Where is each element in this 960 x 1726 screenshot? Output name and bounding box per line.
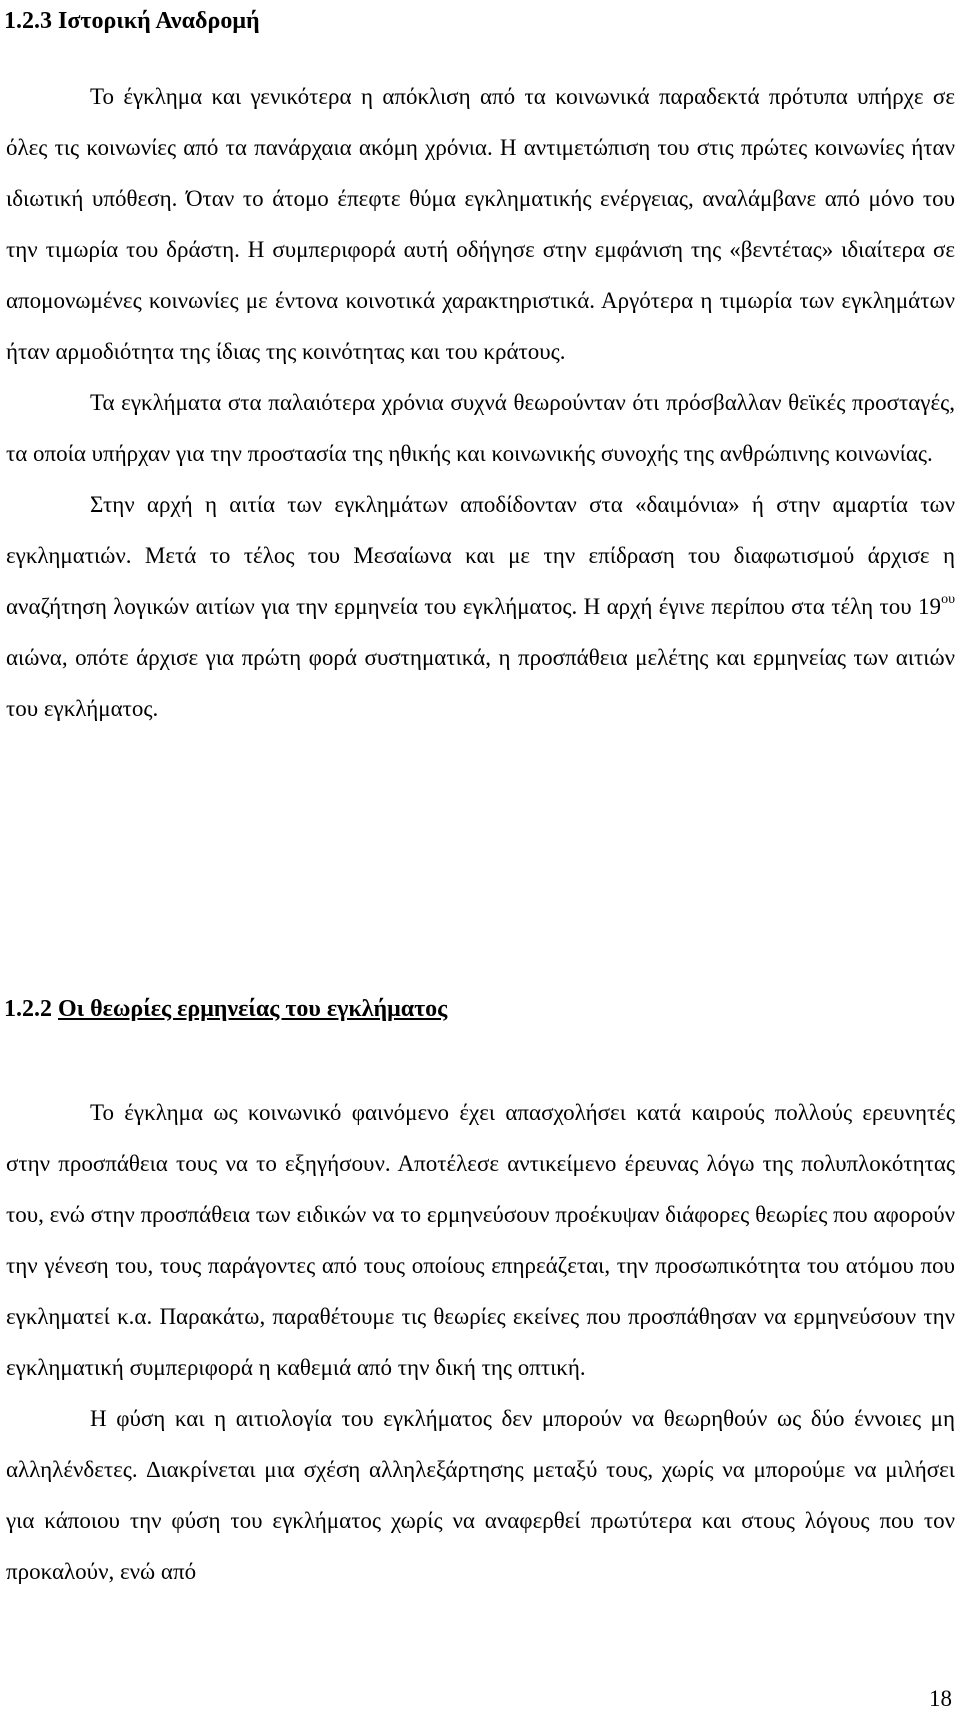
page-number: 18 <box>929 1686 952 1711</box>
section-body <box>6 71 955 734</box>
section-number: 1.2.3 <box>4 8 52 34</box>
paragraph <box>6 479 955 734</box>
paragraph: Το έγκλημα και γενικότερα η απόκλιση από τα κοινωνικά παραδεκτά πρότυπα υπήρχε σε όλες τις κοινωνίες από τα πανάρχαια ακόμη χρόνια. Η αντιμετώπιση του στις πρώτες κοινωνίες ήταν ιδιωτική υπόθεση. Όταν το άτομο έπεφτε θύμα εγκληματικής ενέργειας, αναλάμβανε από μόνο του την τιμωρία του δράστη. Η συμπεριφορά αυτή οδήγησε στην εμφάνιση της «βεντέτας» ιδιαίτερα σε απομονωμένες κοινωνίες με έντονα κοινοτικά χαρακτηριστικά. Αργότερα η τιμωρία των εγκλημάτων ήταν αρμοδιότητα της ίδιας της κοινότητας και του κράτους. <box>6 84 955 364</box>
section-heading <box>4 994 447 1024</box>
superscript: ου <box>941 592 955 608</box>
paragraph: Η φύση και η αιτιολογία του εγκλήματος δεν μπορούν να θεωρηθούν ως δύο έννοιες μη αλληλένδετες. ∆ιακρίνεται μια σχέση αλληλεξάρτησης μεταξύ τους, χωρίς να μπορούμε να μιλήσει για κάποιου την φύση του εγκλήματος χωρίς να αναφερθεί πρωτύτερα και στους λόγους που τον προκαλούν, ενώ από <box>6 1406 955 1584</box>
section-heading <box>4 6 260 36</box>
section-body <box>6 1087 955 1597</box>
section-title: Οι θεωρίες ερμηνείας του εγκλήματος <box>58 996 448 1022</box>
paragraph-text: Στην αρχή η αιτία των εγκλημάτων αποδίδονταν στα «δαιμόνια» ή στην αμαρτία των εγκληματιών. Μετά το τέλος του Μεσαίωνα και με την επίδραση του διαφωτισμού άρχισε η αναζήτηση λογικών αιτίων για την ερμηνεία του εγκλήματος. Η αρχή έγινε περίπου στα τέλη του 19 <box>6 492 955 619</box>
paragraph: Τα εγκλήματα στα παλαιότερα χρόνια συχνά θεωρούνταν ότι πρόσβαλλαν θεϊκές προσταγές, τα οποία υπήρχαν για την προστασία της ηθικής και κοινωνικής συνοχής της ανθρώπινης κοινωνίας. <box>6 390 955 466</box>
section-title: Ιστορική Αναδρομή <box>58 8 260 34</box>
paragraph-text: αιώνα, οπότε άρχισε για πρώτη φορά συστηματικά, η προσπάθεια μελέτης και ερμηνείας των αιτιών του εγκλήματος. <box>6 645 955 721</box>
paragraph: Το έγκλημα ως κοινωνικό φαινόμενο έχει απασχολήσει κατά καιρούς πολλούς ερευνητές στην προσπάθεια τους να το εξηγήσουν. Αποτέλεσε αντικείμενο έρευνας λόγω της πολυπλοκότητας του, ενώ στην προσπάθεια των ειδικών να το ερμηνεύσουν προέκυψαν διάφορες θεωρίες που αφορούν την γένεση του, τους παράγοντες από τους οποίους επηρεάζεται, την προσωπικότητα του ατόμου που εγκληματεί κ.α. Παρακάτω, παραθέτουμε τις θεωρίες εκείνες που προσπάθησαν να ερμηνεύσουν την εγκληματική συμπεριφορά η καθεμιά από την δική της οπτική. <box>6 1100 955 1380</box>
section-number: 1.2.2 <box>4 996 52 1022</box>
